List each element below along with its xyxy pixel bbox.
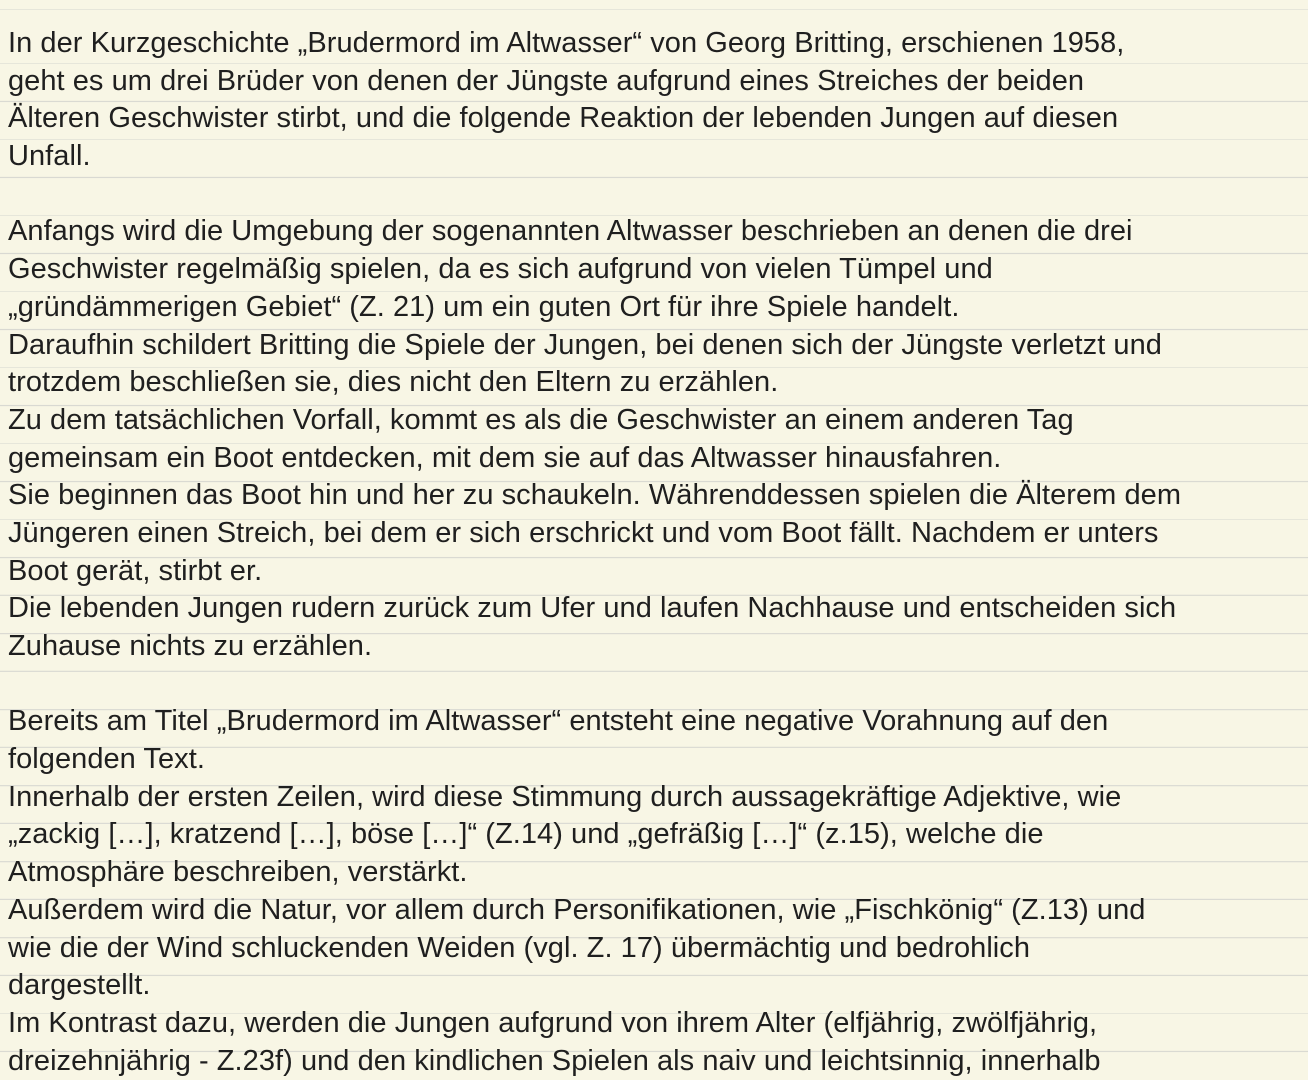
- text-line: Zuhause nichts zu erzählen.: [8, 630, 373, 662]
- text-line: Zu dem tatsächlichen Vorfall, kommt es als die Geschwister an einem anderen Tag: [8, 403, 1074, 436]
- paragraph-gap: [8, 666, 1308, 704]
- text-line: In der Kurzgeschichte „Brudermord im Altwasser“ von Georg Britting, erschienen 1958,: [8, 27, 1125, 59]
- text-line: „gründämmerigen Gebiet“ (Z. 21) um ein guten Ort für ihre Spiele handelt.: [8, 290, 960, 323]
- text-line: Atmosphäre beschreiben, verstärkt.: [8, 856, 468, 889]
- text-line: Unfall.: [8, 140, 91, 173]
- paragraph-gap: [8, 176, 1308, 214]
- text-line: Anfangs wird die Umgebung der sogenannten Altwasser beschrieben an denen die drei: [8, 215, 1133, 248]
- text-line: wie die der Wind schluckenden Weiden (vgl. Z. 17) übermächtig und bedrohlich: [8, 931, 1031, 964]
- text-line: trotzdem beschließen sie, dies nicht den Eltern zu erzählen.: [8, 366, 779, 399]
- text-line: Daraufhin schildert Britting die Spiele der Jungen, bei denen sich der Jüngste verletzt und: [8, 328, 1162, 361]
- text-line: Außerdem wird die Natur, vor allem durch Personifikationen, wie „Fischkönig“ (Z.13) und: [8, 893, 1146, 926]
- text-line: dreizehnjährig - Z.23f) und den kindlichen Spielen als naiv und leichtsinnig, innerhalb: [8, 1044, 1101, 1077]
- text-line: Jüngeren einen Streich, bei dem er sich erschrickt und vom Boot fällt. Nachdem er unters: [8, 516, 1159, 549]
- text-line: Die lebenden Jungen rudern zurück zum Ufer und laufen Nachhause und entscheiden sich: [8, 592, 1177, 625]
- text-line: Geschwister regelmäßig spielen, da es sich aufgrund von vielen Tümpel und: [8, 253, 993, 286]
- text-line: Bereits am Titel „Brudermord im Altwasser“ entsteht eine negative Vorahnung auf den: [8, 705, 1109, 738]
- paragraph-summary-intro: [8, 25, 1308, 176]
- text-line: geht es um drei Brüder von denen der Jüngste aufgrund eines Streiches der beiden: [8, 64, 1085, 97]
- text-line: Sie beginnen das Boot hin und her zu schaukeln. Währenddessen spielen die Älterem dem: [8, 479, 1182, 512]
- text-line: „zackig […], kratzend […], böse […]“ (Z.14) und „gefräßig […]“ (z.15), welche die: [8, 818, 1044, 851]
- text-line: folgenden Text.: [8, 743, 205, 776]
- text-line: gemeinsam ein Boot entdecken, mit dem sie auf das Altwasser hinausfahren.: [8, 441, 1002, 474]
- essay-text: [8, 25, 1308, 1080]
- text-line: dargestellt.: [8, 969, 151, 1002]
- paragraph-plot-summary: [8, 213, 1308, 665]
- text-line: Im Kontrast dazu, werden die Jungen aufgrund von ihrem Alter (elfjährig, zwölfjährig,: [8, 1006, 1098, 1039]
- text-line: Älteren Geschwister stirbt, und die folgende Reaktion der lebenden Jungen auf diesen: [8, 102, 1119, 135]
- text-line: Boot gerät, stirbt er.: [8, 554, 263, 587]
- paragraph-analysis: [8, 703, 1308, 1080]
- text-line: Innerhalb der ersten Zeilen, wird diese Stimmung durch aussagekräftige Adjektive, wie: [8, 780, 1122, 813]
